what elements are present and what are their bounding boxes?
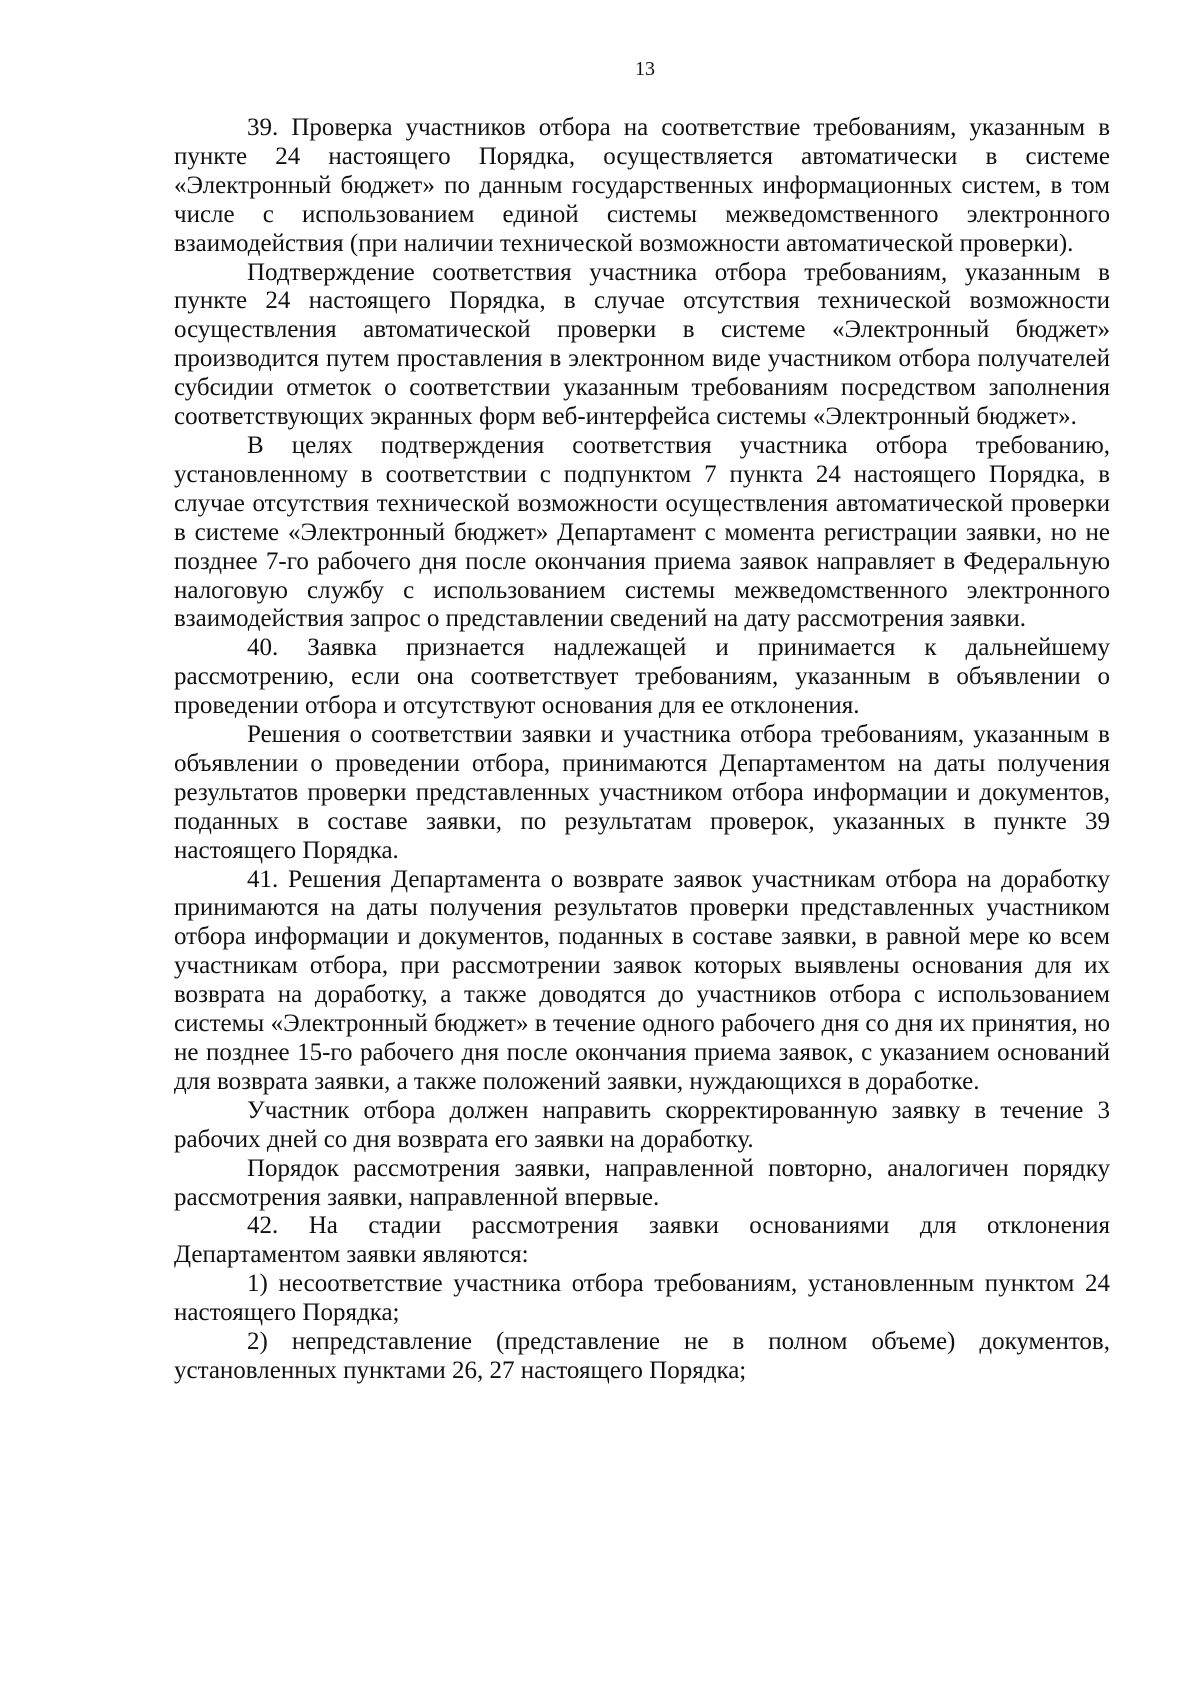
paragraph-40-decisions: Решения о соответствии заявки и участника отбора требованиям, указанным в объявлении о проведении отбора, принимаются Департаментом на даты получения результатов проверки представленных участником отбора информации и документов, поданных в составе заявки, по результатам проверок, указанных в пункте 39 настоящего Порядка. (174, 721, 1110, 864)
list-item-1: 1) несоответствие участника отбора требованиям, установленным пунктом 24 настоящего Порядка; (174, 1270, 1110, 1327)
paragraph-39-confirmation: Подтверждение соответствия участника отбора требованиям, указанным в пункте 24 настоящего Порядка, в случае отсутствия технической возможности осуществления автоматической проверки в системе «Электронный бюджет» производится путем проставления в электронном виде участником отбора получателей субсидии отметок о соответствии указанным требованиям посредством заполнения соответствующих экранных форм веб-интерфейса системы «Электронный бюджет». (174, 258, 1110, 431)
list-item-2: 2) непредставление (представление не в полном объеме) документов, установленных пунктами 26, 27 настоящего Порядка; (174, 1328, 1110, 1384)
paragraph-41-procedure: Порядок рассмотрения заявки, направленной повторно, аналогичен порядку рассмотрения заявки, направленной впервые. (174, 1154, 1110, 1211)
document-body (174, 114, 1110, 1386)
paragraph-41: 41. Решения Департамента о возврате заявок участникам отбора на доработку принимаются на даты получения результатов проверки представленных участником отбора информации и документов, поданных в составе заявки, в равной мере ко всем участникам отбора, при рассмотрении заявок которых выявлены основания для их возврата на доработку, а также доводятся до участников отбора с использованием системы «Электронный бюджет» в течение одного рабочего дня со дня их принятия, но не позднее 15-го рабочего дня после окончания приема заявок, с указанием оснований для возврата заявки, а также положений заявки, нуждающихся в доработке. (174, 865, 1110, 1095)
paragraph-39-tax-request: В целях подтверждения соответствия участника отбора требованию, установленному в соответствии с подпунктом 7 пункта 24 настоящего Порядка, в случае отсутствия технической возможности осуществления автоматической проверки в системе «Электронный бюджет» Департамент с момента регистрации заявки, но не позднее 7-го рабочего дня после окончания приема заявок направляет в Федеральную налоговую службу с использованием системы межведомственного электронного взаимодействия запрос о представлении сведений на дату рассмотрения заявки. (174, 431, 1110, 633)
paragraph-40: 40. Заявка признается надлежащей и принимается к дальнейшему рассмотрению, если она соответствует требованиям, указанным в объявлении о проведении отбора и отсутствуют основания для ее отклонения. (174, 634, 1110, 720)
paragraph-41-resubmit: Участник отбора должен направить скорректированную заявку в течение 3 рабочих дней со дня возврата его заявки на доработку. (174, 1096, 1110, 1153)
page-number: 13 (635, 58, 655, 80)
paragraph-42: 42. На стадии рассмотрения заявки основаниями для отклонения Департаментом заявки являются: (174, 1212, 1110, 1269)
paragraph-39-check: 39. Проверка участников отбора на соответствие требованиям, указанным в пункте 24 настоящего Порядка, осуществляется автоматически в системе «Электронный бюджет» по данным государственных информационных систем, в том числе с использованием единой системы межведомственного электронного взаимодействия (при наличии технической возможности автоматической проверки). (174, 114, 1110, 257)
